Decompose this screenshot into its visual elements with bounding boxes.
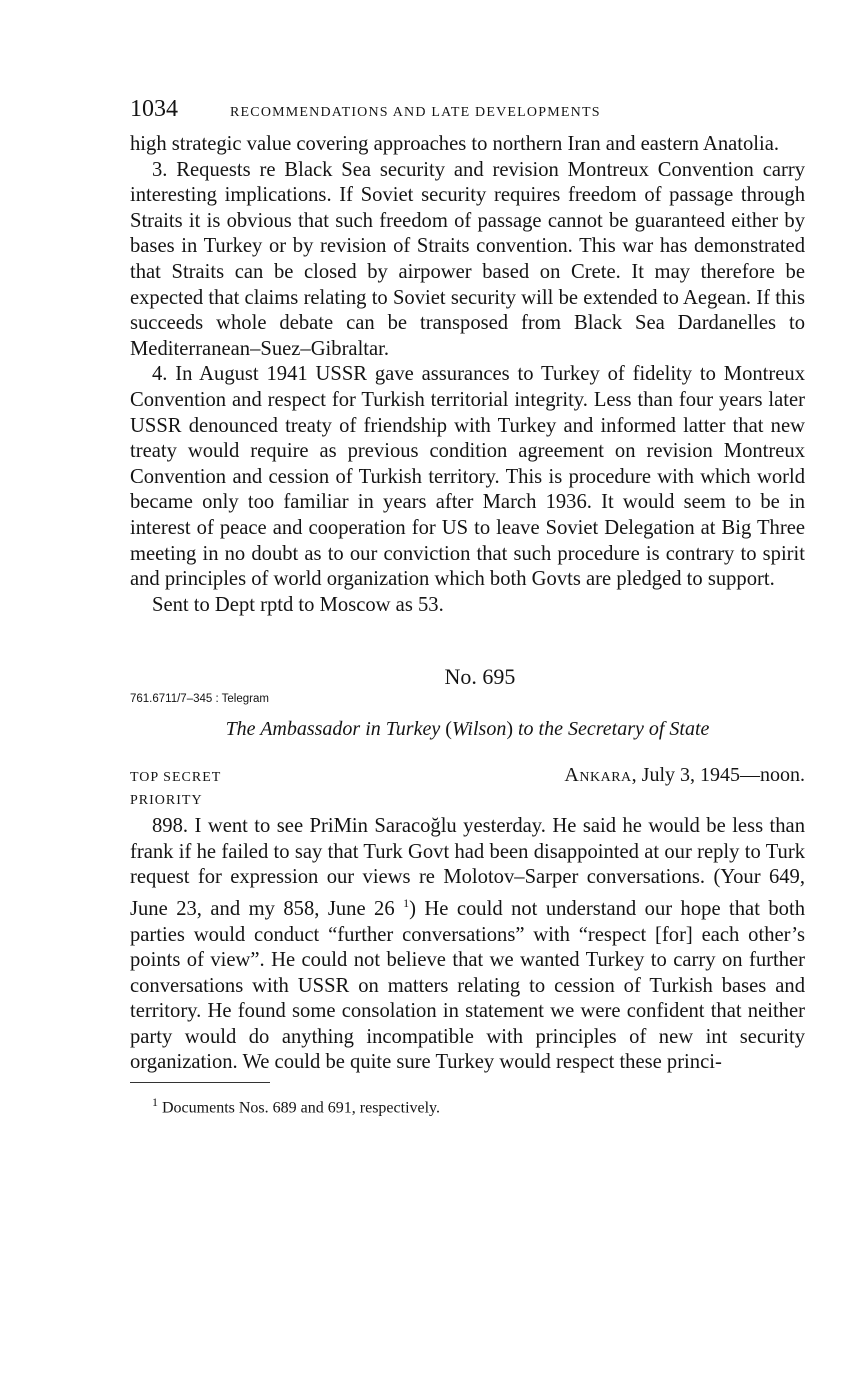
classification-label: TOP SECRET <box>130 770 222 786</box>
footnote <box>130 1095 805 1117</box>
page-number: 1034 <box>130 96 178 122</box>
telegram-header <box>130 762 805 788</box>
document-page <box>130 96 805 1117</box>
paragraph-4: 4. In August 1941 USSR gave assurances to Turkey of fidelity to Montreux Convention and respect for Turkish territorial integrity. Less than four years later USSR denounced treaty of friendship with Turkey and informed latter that new treaty would require as previous condition agreement on revision Montreux Convention and cession of Turkish territory. This is procedure with which world became only too familiar in years after March 1936. It would seem to be in interest of peace and cooperation for US to leave Soviet Delegation at Big Three meeting in no doubt as to our conviction that such procedure is contrary to spirit and principles of world organization which both Govts are pledged to support. <box>130 363 805 591</box>
file-reference: 761.6711/7–345 : Telegram <box>130 693 269 706</box>
running-head <box>130 96 805 132</box>
precedence-line <box>130 788 805 814</box>
footnote-divider <box>130 1082 270 1083</box>
title-part-1: The Ambassador in Turkey <box>225 718 446 741</box>
title-paren-close: ) <box>506 718 513 741</box>
section-spacer <box>130 618 805 664</box>
body-part-2: ) He could not understand our hope that both parties would conduct “further conversations” with “respect [for] each other’s points of view”. He could not believe that we wanted Turkey to carry on further conversations with USSR on matters relating to cession of Turkish bases and territory. He found some consolation in statement we were confident that neither party would do anything incompatible with principles of new int security organization. We could be quite sure Turkey would respect these princi- <box>130 897 805 1074</box>
title-paren-open: ( <box>445 718 452 741</box>
place-date <box>564 762 805 788</box>
body-part-1: 898. I went to see PriMin Saracoğlu yesterday. He said he would be less than frank if he failed to say that Turk Govt had been disappointed at our reply to Turk request for expression our views re Molotov–Sarper conversations. (Your 649, June 23, and my 858, June 26 <box>130 815 805 920</box>
running-title: RECOMMENDATIONS AND LATE DEVELOPMENTS <box>230 105 601 120</box>
continued-paragraph: high strategic value covering approaches to northern Iran and eastern Anatolia. <box>130 133 780 155</box>
title-part-2: to the Secretary of State <box>513 718 710 741</box>
precedence-label: PRIORITY <box>130 793 203 809</box>
sent-line: Sent to Dept rptd to Moscow as 53. <box>152 593 444 616</box>
place-name: Ankara <box>564 764 632 787</box>
footnote-text: Documents Nos. 689 and 691, respectively. <box>158 1099 441 1117</box>
footnote-reference: 1 <box>403 896 410 911</box>
title-name: Wilson <box>451 718 507 741</box>
document-number: No. 695 <box>444 664 516 690</box>
date-text: , July 3, 1945—noon. <box>631 764 805 787</box>
telegram-body <box>130 814 805 1076</box>
footnote-marker: 1 <box>152 1095 158 1110</box>
document-title <box>130 716 805 742</box>
paragraph-3: 3. Requests re Black Sea security and revision Montreux Convention carry interesting implications. If Soviet security requires freedom of passage through Straits it is obvious that such freedom of passage cannot be guaranteed either by bases in Turkey or by revision of Straits convention. This war has demonstrated that Straits can be closed by airpower based on Crete. It may therefore be expected that claims relating to Soviet security will be extended to Aegean. If this succeeds whole debate can be transposed from Black Sea Dardanelles to Mediterranean–Suez–Gibraltar. <box>130 158 805 360</box>
